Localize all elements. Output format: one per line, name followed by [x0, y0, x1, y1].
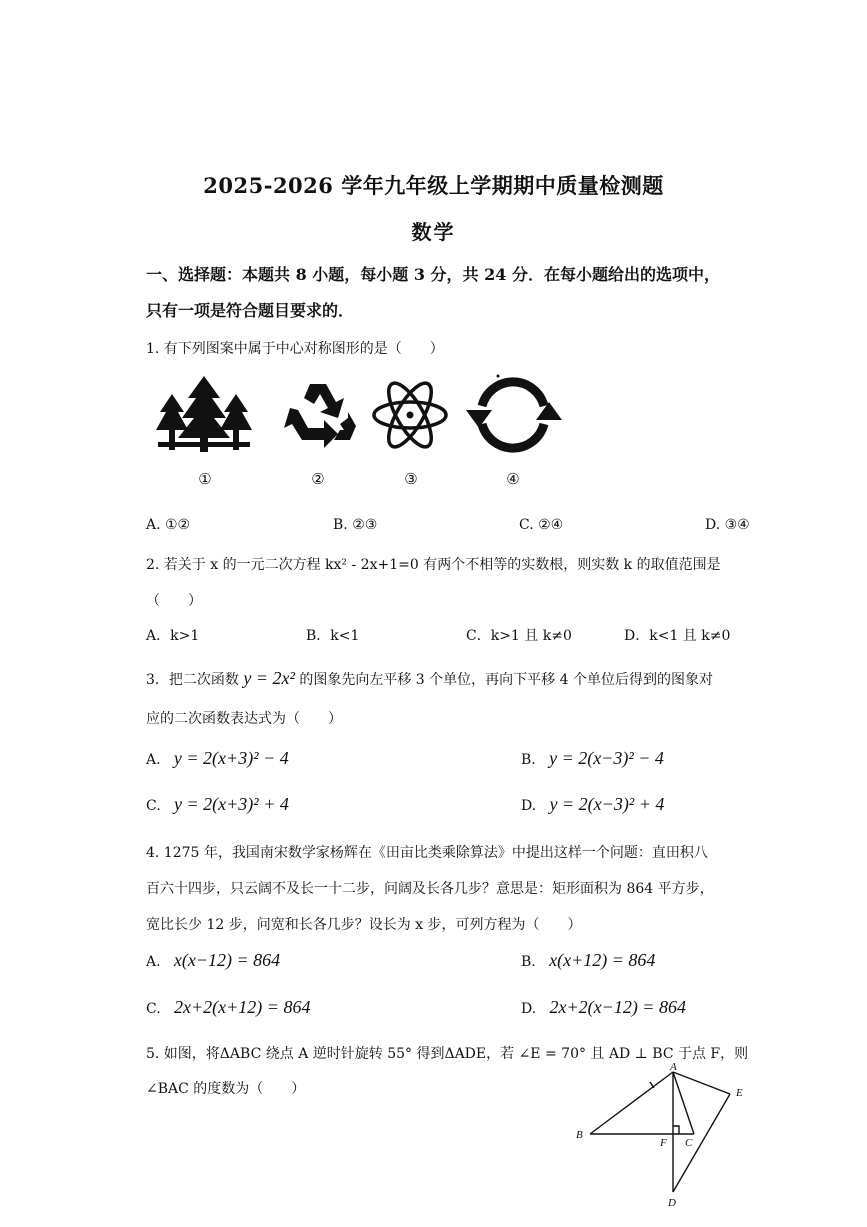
q1-option-b: B. ②③	[333, 517, 378, 533]
q4-option-d-letter: D.	[521, 1001, 537, 1017]
q1-option-c: C. ②④	[519, 517, 564, 533]
vertex-label-c: C	[685, 1137, 693, 1149]
q1-stem: 1. 有下列图案中属于中心对称图形的是（ ）	[146, 341, 444, 357]
q2-stem: 2. 若关于 x 的一元二次方程 kx² - 2x+1=0 有两个不相等的实数根，则实数 k 的取值范围是	[146, 557, 721, 573]
vertex-label-b: B	[576, 1129, 583, 1141]
q4-option-a-letter: A.	[146, 954, 161, 970]
q4-option-a	[146, 950, 280, 971]
q1-option-d: D. ③④	[705, 517, 750, 533]
q3-option-a-letter: A.	[146, 752, 161, 768]
q3-stem-post: 的图象先向左平移 3 个单位，再向下平移 4 个单位后得到的图象对	[299, 672, 713, 688]
point-label-f: F	[660, 1137, 667, 1149]
q3-option-c-letter: C.	[146, 798, 161, 814]
q5-stem-line2: ∠BAC 的度数为（ ）	[146, 1081, 306, 1097]
figure-label-2: ②	[311, 470, 325, 488]
q3-stem	[146, 668, 826, 689]
q3-stem-function: y = 2x²	[243, 668, 295, 688]
q3-option-c	[146, 794, 289, 815]
q4-option-d	[521, 997, 686, 1018]
atom-icon	[370, 372, 474, 458]
section-header-line1: 一、选择题：本题共 8 小题，每小题 3 分，共 24 分．在每小题给出的选项中，	[146, 265, 720, 284]
trees-icon	[152, 372, 256, 458]
q4-option-c-letter: C.	[146, 1001, 161, 1017]
q2-stem-blank: （ ）	[146, 593, 202, 609]
q3-option-b-expr: y = 2(x−3)² − 4	[549, 748, 664, 768]
figure-label-1: ①	[198, 470, 212, 488]
q2-option-b: B．k<1	[306, 628, 360, 644]
q4-option-a-expr: x(x−12) = 864	[173, 950, 281, 970]
q4-option-c	[146, 997, 310, 1018]
q3-option-b	[521, 748, 664, 769]
q2-option-c: C．k>1 且 k≠0	[466, 628, 572, 644]
q3-option-c-expr: y = 2(x+3)² + 4	[174, 794, 289, 814]
q5-stem-line1: 5. 如图，将ΔABC 绕点 A 逆时针旋转 55° 得到ΔADE，若 ∠E = 70° 且 AD ⊥ BC 于点 F，则	[146, 1046, 749, 1062]
figure-label-3: ③	[404, 470, 418, 488]
q4-option-c-expr: 2x+2(x+12) = 864	[174, 997, 311, 1017]
q2-option-d: D．k<1 且 k≠0	[624, 628, 731, 644]
q4-option-b-expr: x(x+12) = 864	[549, 950, 656, 970]
q3-stem-pre: 3．把二次函数	[146, 672, 239, 688]
q3-option-d	[521, 794, 664, 815]
q4-option-d-expr: 2x+2(x−12) = 864	[549, 997, 686, 1017]
q3-option-a-expr: y = 2(x+3)² − 4	[173, 748, 289, 768]
q4-stem-line2: 百六十四步，只云阔不及长一十二步，问阔及长各几步？意思是：矩形面积为 864 平方步，	[146, 881, 714, 897]
q1-option-a: A. ①②	[146, 517, 191, 533]
q4-stem-line1: 4. 1275 年，我国南宋数学家杨辉在《田亩比类乘除算法》中提出这样一个问题：直田积八	[146, 845, 708, 861]
q3-option-d-expr: y = 2(x−3)² + 4	[549, 794, 665, 814]
q2-option-a: A．k>1	[146, 628, 200, 644]
q3-option-a	[146, 748, 289, 769]
vertex-label-e: E	[736, 1087, 743, 1099]
q4-option-b-letter: B.	[521, 954, 536, 970]
figure-label-4: ④	[506, 470, 520, 488]
recycle-icon	[270, 372, 374, 458]
q3-option-d-letter: D.	[521, 798, 537, 814]
subject-title: 数学	[411, 220, 456, 244]
vertex-label-a: A	[670, 1062, 677, 1073]
q4-stem-line3: 宽比长少 12 步，问宽和长各几步？设长为 x 步，可列方程为（ ）	[146, 917, 582, 933]
q3-stem-line2: 应的二次函数表达式为（ ）	[146, 711, 342, 727]
q5-triangle-figure	[570, 1062, 770, 1222]
q4-option-b	[521, 950, 655, 971]
vertex-label-d: D	[668, 1197, 676, 1209]
q3-option-b-letter: B.	[521, 752, 536, 768]
section-header-line2: 只有一项是符合题目要求的．	[146, 301, 355, 320]
exam-title: 2025-2026 学年九年级上学期期中质量检测题	[203, 173, 664, 198]
circular-arrows-icon	[462, 372, 566, 458]
